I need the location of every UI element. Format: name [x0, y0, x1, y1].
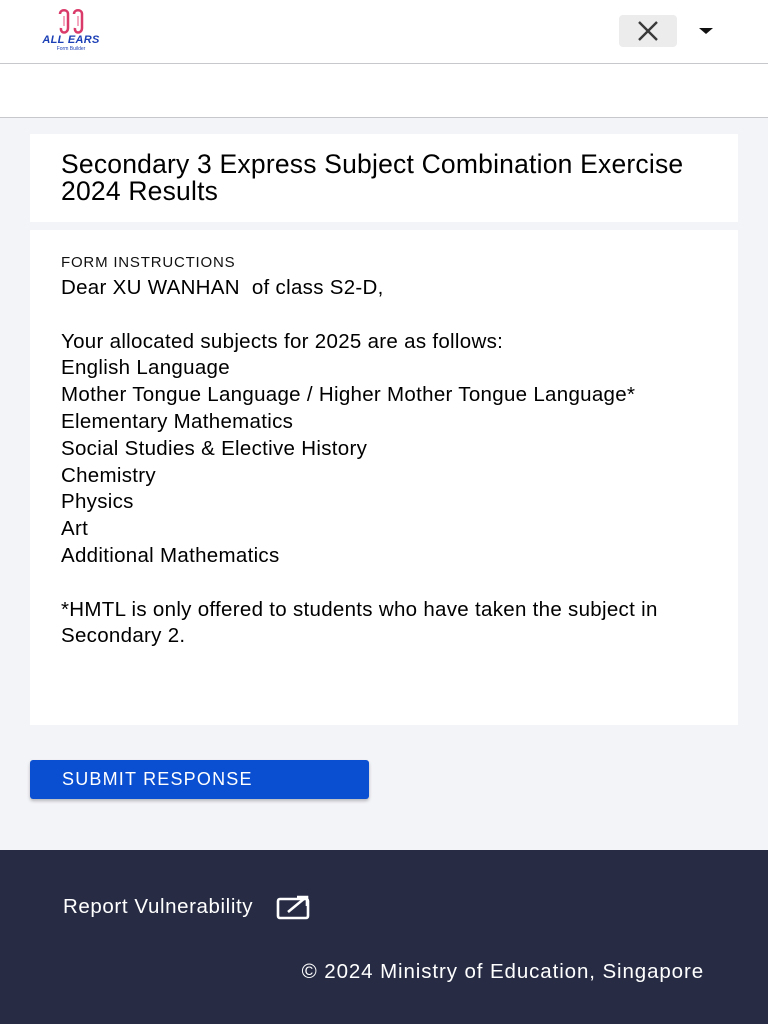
dropdown-button[interactable]	[694, 20, 718, 42]
spacer	[61, 570, 707, 597]
footnote-text: *HMTL is only offered to students who have taken the subject in Secondary 2.	[61, 597, 658, 648]
close-icon	[636, 21, 660, 41]
top-bar	[0, 0, 768, 64]
intro-text: Your allocated subjects for 2025 are as follows:	[61, 329, 504, 353]
all-ears-logo[interactable]	[30, 8, 112, 54]
close-button[interactable]	[619, 15, 677, 47]
instructions-label: FORM INSTRUCTIONS	[61, 254, 236, 271]
subject-item: Art	[61, 517, 89, 541]
report-vulnerability-link[interactable]	[63, 894, 312, 920]
report-vulnerability-label: Report Vulnerability	[63, 895, 254, 918]
submit-response-button[interactable]: SUBMIT RESPONSE	[30, 760, 369, 799]
instructions-card	[30, 230, 738, 725]
subject-item: Elementary Mathematics	[61, 409, 294, 433]
ear-logo-icon	[56, 8, 86, 36]
instructions-body	[61, 275, 707, 650]
logo-text: ALL EARS	[42, 34, 100, 46]
subject-item: Chemistry	[61, 463, 156, 487]
subject-item: English Language	[61, 356, 230, 380]
caret-down-icon	[698, 27, 714, 35]
subject-item: Social Studies & Elective History	[61, 436, 368, 460]
spacer	[61, 302, 707, 329]
logo-subtext: Form Builder	[56, 46, 86, 52]
external-link-icon	[275, 894, 312, 920]
greeting-text: Dear XU WANHAN of class S2-D,	[61, 276, 384, 299]
form-title: Secondary 3 Express Subject Combination Exercise 2024 Results	[61, 149, 684, 206]
subject-item: Physics	[61, 490, 134, 514]
copyright-text: © 2024 Ministry of Education, Singapore	[301, 960, 704, 983]
footer	[0, 850, 768, 1024]
secondary-bar	[0, 64, 768, 118]
subject-item: Additional Mathematics	[61, 543, 280, 567]
subject-item: Mother Tongue Language / Higher Mother Tongue Language*	[61, 383, 636, 407]
title-card	[30, 134, 738, 222]
